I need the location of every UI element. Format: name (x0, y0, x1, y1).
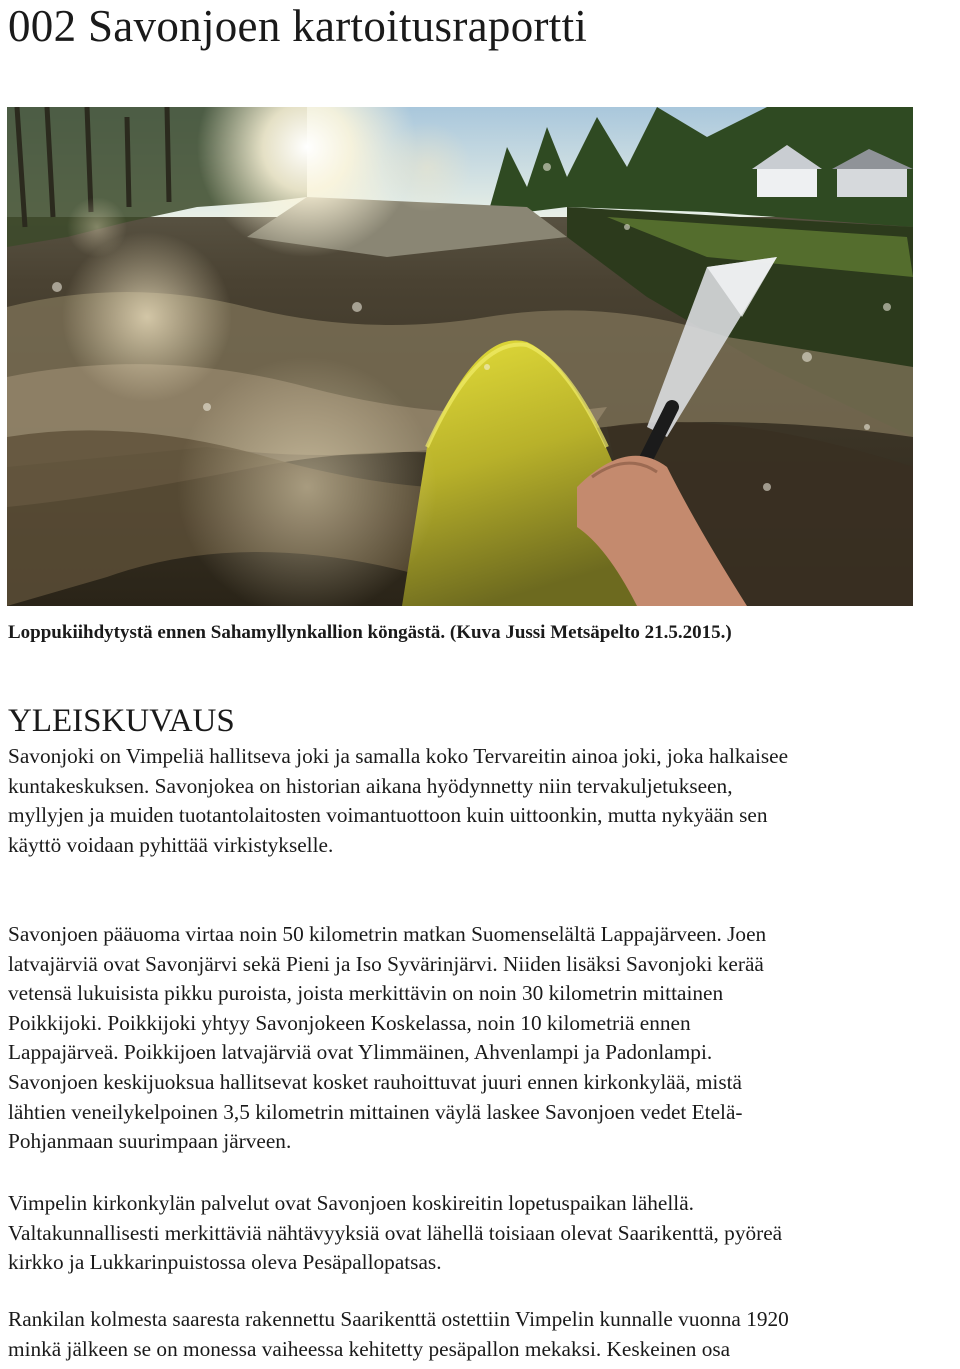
kayak-rapids-photo (7, 107, 913, 606)
paragraph-line: Vimpelin kirkonkylän palvelut ovat Savonjoen koskireitin lopetuspaikan lähellä. (8, 1191, 694, 1215)
paragraph-line: kirkko ja Lukkarinpuistossa oleva Pesäpallopatsas. (8, 1250, 442, 1275)
paragraph-line: minkä jälkeen se on monessa vaiheessa kehitetty pesäpallon mekaksi. Keskeinen osa (8, 1336, 731, 1361)
page-title: 002 Savonjoen kartoitusraportti (8, 1, 588, 51)
paragraph-line: Savonjoki on Vimpeliä hallitseva joki ja samalla koko Tervareitin ainoa joki, joka halkaisee (8, 744, 789, 768)
paragraph-line: Valtakunnallisesti merkittäviä nähtävyyksiä ovat lähellä toisiaan olevat Saarikenttä, pyöreä (8, 1220, 783, 1245)
paragraph-line: käyttö voidaan pyhittää virkistykselle. (8, 832, 334, 857)
paragraph-line: Poikkijoki. Poikkijoki yhtyy Savonjokeen Koskelassa, noin 10 kilometriä ennen (8, 1010, 691, 1035)
paragraph-line: Lappajärveä. Poikkijoen latvajärviä ovat Ylimmäinen, Ahvenlampi ja Padonlampi. (8, 1040, 713, 1065)
paragraph-line: Savonjoen pääuoma virtaa noin 50 kilometrin matkan Suomenselältä Lappajärveen. Joen (8, 922, 767, 946)
paragraph-overview (8, 742, 958, 860)
paragraph-line: vetensä lukuisista pikku puroista, joista merkittävin on noin 30 kilometrin mittainen (8, 981, 724, 1006)
paragraph-line: Rankilan kolmesta saaresta rakennettu Saarikenttä ostettiin Vimpelin kunnalle vuonna 1920 (8, 1307, 789, 1331)
paragraph-saarikentta (8, 1305, 958, 1364)
section-heading: YLEISKUVAUS (8, 703, 235, 739)
paragraph-line: myllyjen ja muiden tuotantolaitosten voimantuottoon kuin uittoonkin, mutta nykyään sen (8, 803, 768, 828)
photo-caption: Loppukiihdytystä ennen Sahamyllynkallion köngästä. (Kuva Jussi Metsäpelto 21.5.2015.) (8, 622, 732, 643)
paragraph-line: latvajärviä ovat Savonjärvi sekä Pieni ja Iso Syvärinjärvi. Niiden lisäksi Savonjoki kerää (8, 951, 764, 976)
paragraph-line: kuntakeskuksen. Savonjokea on historian aikana hyödynnetty niin tervakuljetukseen, (8, 773, 733, 798)
paragraph-line: lähtien veneilykelpoinen 3,5 kilometrin mittainen väylä laskee Savonjoen vedet Etelä- (8, 1099, 743, 1124)
paragraph-line: Pohjanmaan suurimpaan järveen. (8, 1129, 292, 1154)
paragraph-river-course (8, 920, 958, 1157)
paragraph-line: Savonjoen keskijuoksua hallitsevat kosket rauhoittuvat juuri ennen kirkonkylää, mistä (8, 1069, 743, 1094)
paragraph-services (8, 1189, 958, 1278)
